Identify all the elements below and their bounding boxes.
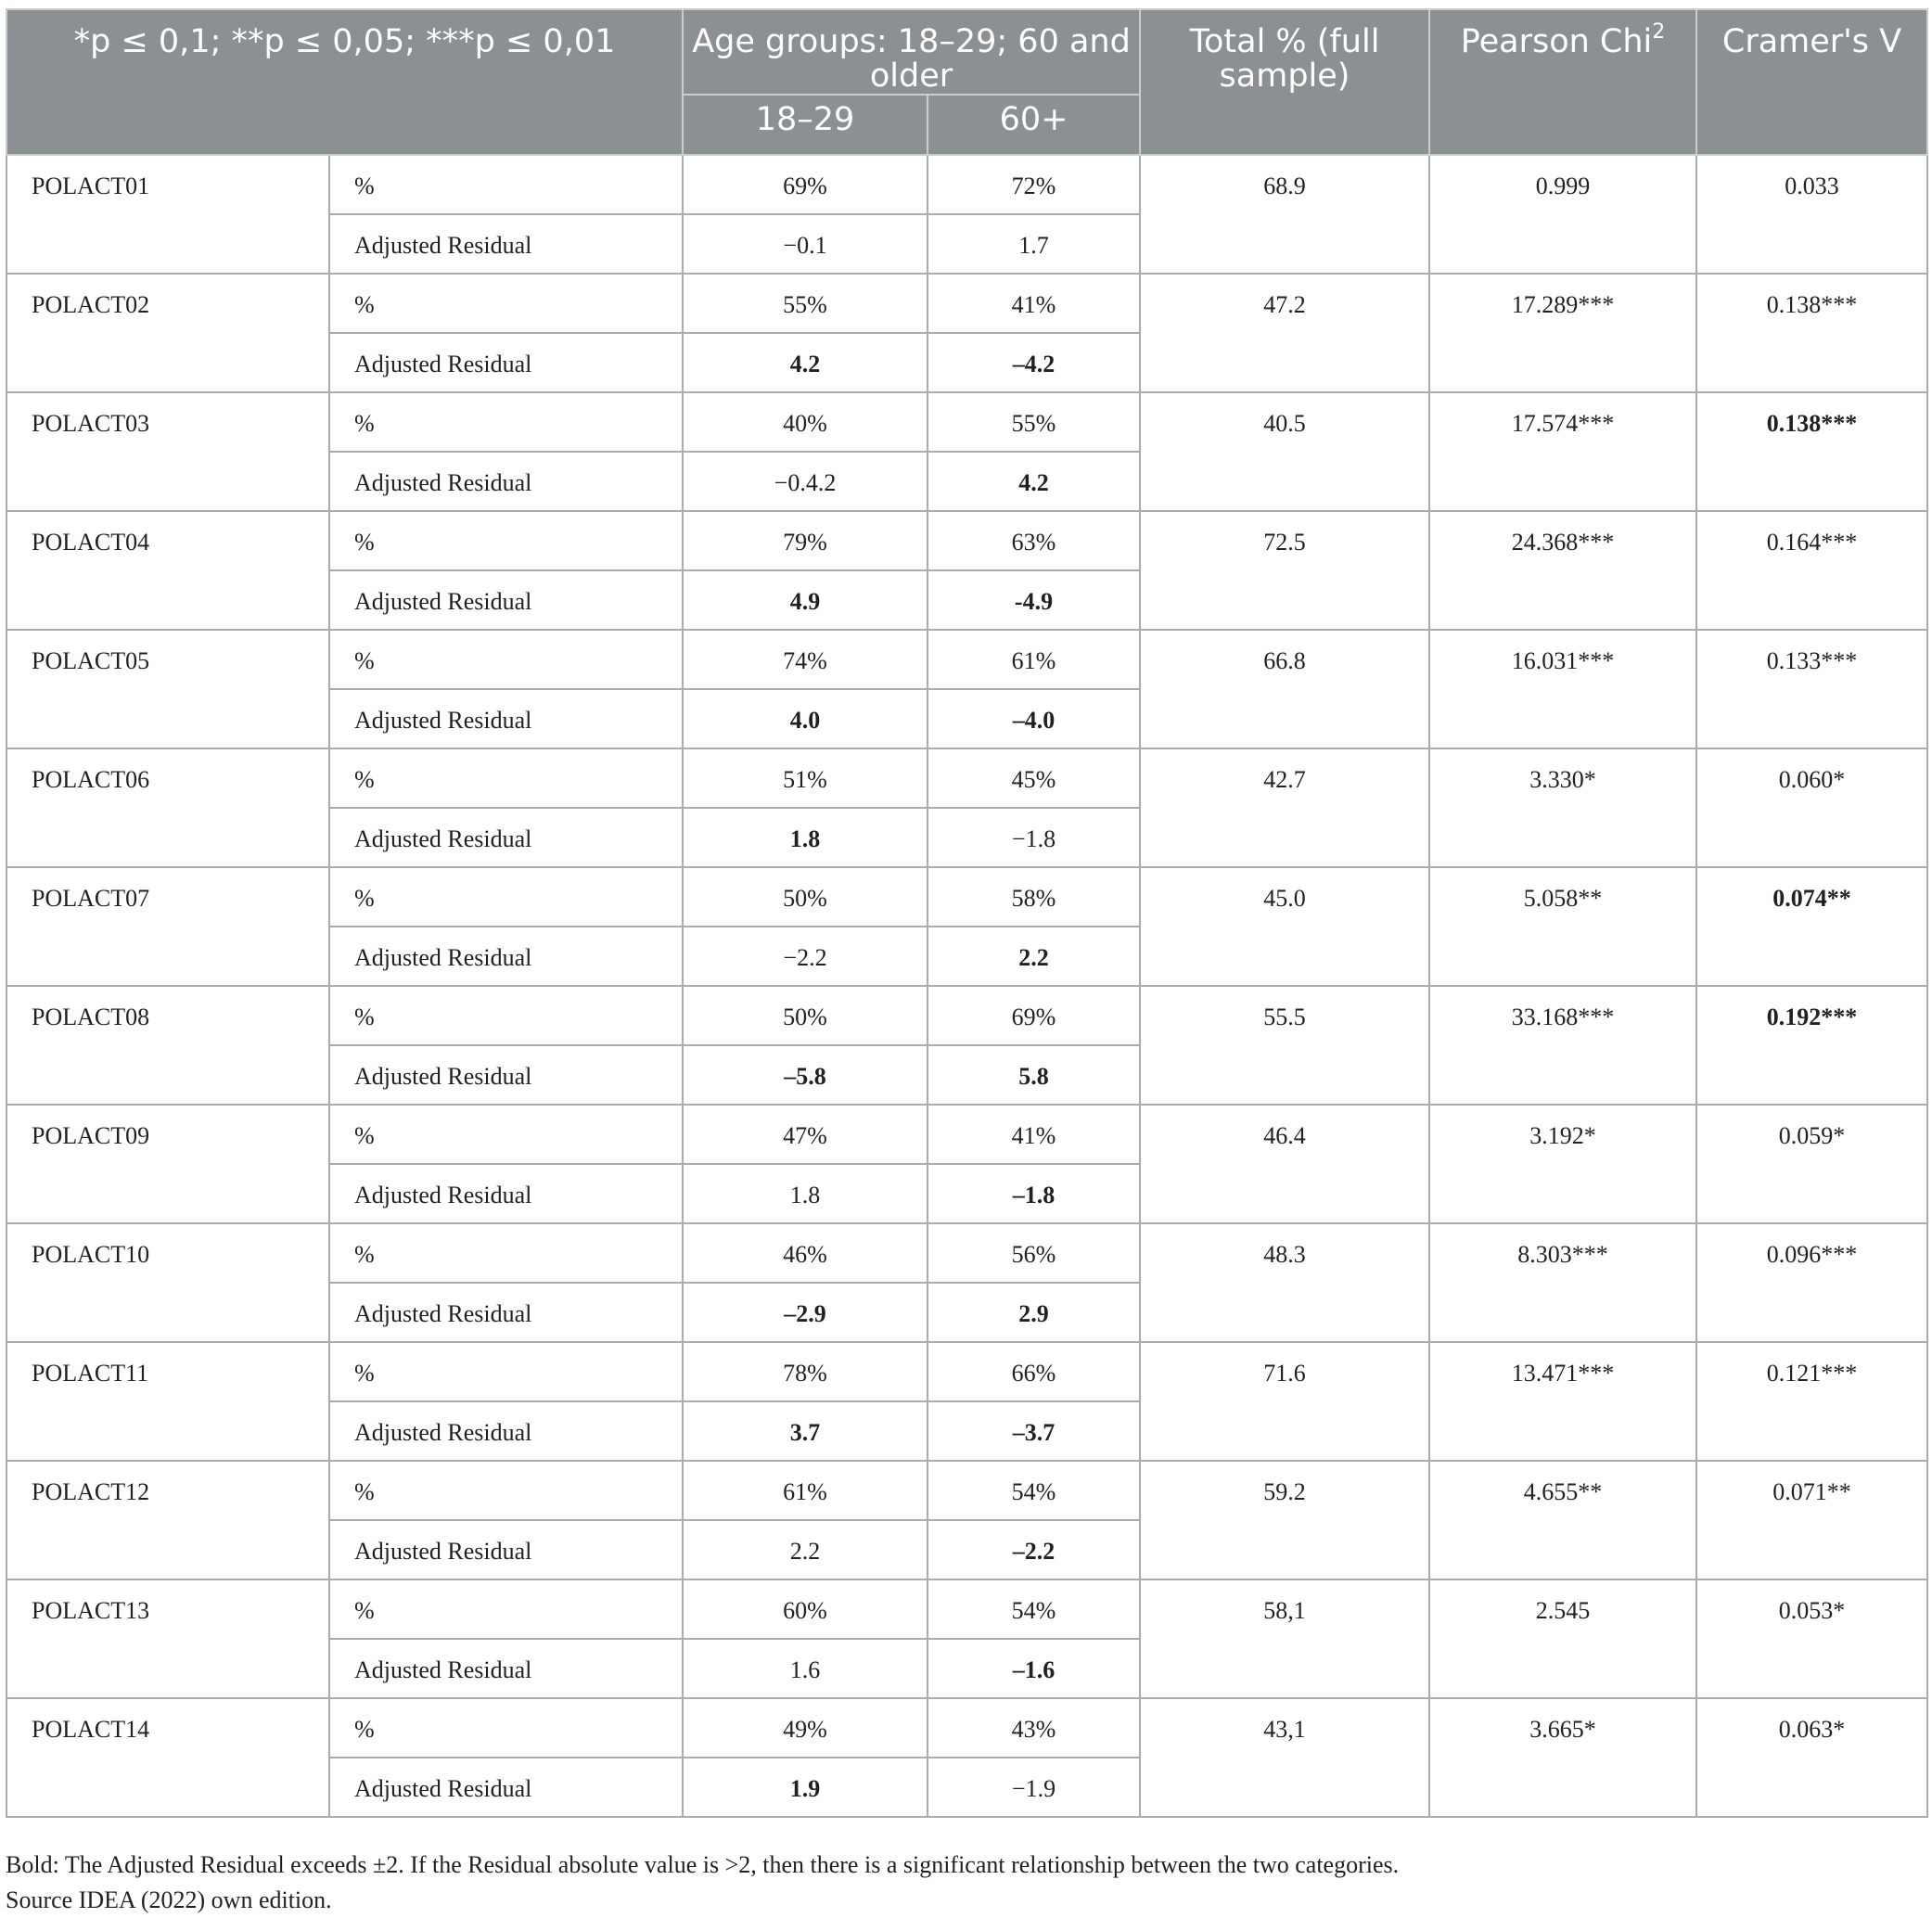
residual-60-plus: -4.9 (928, 570, 1140, 630)
pearson-chi-value: 33.168*** (1429, 986, 1696, 1105)
pct-60-plus: 41% (928, 1105, 1140, 1164)
pct-60-plus: 69% (928, 986, 1140, 1045)
variable-name: POLACT08 (6, 986, 329, 1105)
pct-60-plus: 43% (928, 1698, 1140, 1758)
age-groups-header: Age groups: 18–29; 60 and older (683, 9, 1140, 95)
cramers-v-value: 0.071** (1696, 1461, 1927, 1579)
cramers-v-value: 0.138*** (1696, 274, 1927, 392)
cramers-v-header: Cramer's V (1696, 9, 1927, 155)
residual-18-29: 4.9 (683, 570, 928, 630)
residual-60-plus: 5.8 (928, 1045, 1140, 1105)
table-row (6, 630, 1927, 689)
table-row (6, 1698, 1927, 1758)
table-header (6, 9, 1927, 155)
pct-60-plus: 45% (928, 748, 1140, 808)
pct-18-29: 55% (683, 274, 928, 333)
total-percent: 72.5 (1140, 511, 1429, 630)
total-percent: 48.3 (1140, 1223, 1429, 1342)
pct-60-plus: 72% (928, 155, 1140, 214)
chi-superscript: 2 (1652, 20, 1666, 44)
pct-18-29: 46% (683, 1223, 928, 1283)
metric-label-percent: % (329, 986, 683, 1045)
residual-18-29: 4.2 (683, 333, 928, 392)
variable-name: POLACT06 (6, 748, 329, 867)
metric-label-residual: Adjusted Residual (329, 689, 683, 748)
metric-label-residual: Adjusted Residual (329, 214, 683, 274)
table-row (6, 748, 1927, 808)
pearson-chi-value: 5.058** (1429, 867, 1696, 986)
total-percent: 55.5 (1140, 986, 1429, 1105)
variable-name: POLACT03 (6, 392, 329, 511)
metric-label-percent: % (329, 867, 683, 927)
table-body (6, 155, 1927, 1817)
residual-18-29: 4.0 (683, 689, 928, 748)
pct-60-plus: 54% (928, 1461, 1140, 1520)
variable-name: POLACT05 (6, 630, 329, 748)
metric-label-percent: % (329, 1223, 683, 1283)
cramers-v-value: 0.060* (1696, 748, 1927, 867)
residual-18-29: –5.8 (683, 1045, 928, 1105)
cramers-v-value: 0.192*** (1696, 986, 1927, 1105)
residual-18-29: 1.8 (683, 1164, 928, 1223)
metric-label-residual: Adjusted Residual (329, 1045, 683, 1105)
metric-label-percent: % (329, 511, 683, 570)
residual-18-29: 1.6 (683, 1639, 928, 1698)
metric-label-percent: % (329, 1105, 683, 1164)
pct-18-29: 79% (683, 511, 928, 570)
pearson-chi-header (1429, 9, 1696, 155)
total-percent: 46.4 (1140, 1105, 1429, 1223)
pearson-chi-value: 16.031*** (1429, 630, 1696, 748)
pct-60-plus: 58% (928, 867, 1140, 927)
total-percent: 42.7 (1140, 748, 1429, 867)
table-row (6, 1223, 1927, 1283)
variable-name: POLACT01 (6, 155, 329, 274)
pct-18-29: 78% (683, 1342, 928, 1401)
metric-label-residual: Adjusted Residual (329, 1283, 683, 1342)
residual-60-plus: 2.9 (928, 1283, 1140, 1342)
metric-label-percent: % (329, 630, 683, 689)
table-row (6, 1579, 1927, 1639)
pct-18-29: 40% (683, 392, 928, 452)
metric-label-percent: % (329, 1698, 683, 1758)
pct-18-29: 74% (683, 630, 928, 689)
residual-18-29: –2.9 (683, 1283, 928, 1342)
cramers-v-value: 0.059* (1696, 1105, 1927, 1223)
bold-note: Bold: The Adjusted Residual exceeds ±2. If the Residual absolute value is >2, then there is a significant relationship between the two categories. (6, 1851, 1400, 1878)
cramers-v-value: 0.133*** (1696, 630, 1927, 748)
pct-60-plus: 54% (928, 1579, 1140, 1639)
table-row (6, 392, 1927, 452)
cramers-v-value: 0.033 (1696, 155, 1927, 274)
residual-60-plus: –3.7 (928, 1401, 1140, 1461)
metric-label-residual: Adjusted Residual (329, 333, 683, 392)
variable-name: POLACT02 (6, 274, 329, 392)
total-percent: 68.9 (1140, 155, 1429, 274)
residual-60-plus: –4.0 (928, 689, 1140, 748)
metric-label-residual: Adjusted Residual (329, 1639, 683, 1698)
metric-label-residual: Adjusted Residual (329, 808, 683, 867)
total-percent: 59.2 (1140, 1461, 1429, 1579)
table-row (6, 1105, 1927, 1164)
variable-name: POLACT14 (6, 1698, 329, 1817)
table-row (6, 511, 1927, 570)
total-percent: 45.0 (1140, 867, 1429, 986)
variable-name: POLACT11 (6, 1342, 329, 1461)
pct-18-29: 47% (683, 1105, 928, 1164)
pct-60-plus: 55% (928, 392, 1140, 452)
total-percent: 40.5 (1140, 392, 1429, 511)
pct-18-29: 49% (683, 1698, 928, 1758)
total-percent: 66.8 (1140, 630, 1429, 748)
total-percent: 71.6 (1140, 1342, 1429, 1461)
cramers-v-value: 0.074** (1696, 867, 1927, 986)
table-row (6, 155, 1927, 214)
pearson-chi-value: 17.289*** (1429, 274, 1696, 392)
table-footer (6, 1848, 1399, 1918)
pct-18-29: 60% (683, 1579, 928, 1639)
pearson-chi-value: 2.545 (1429, 1579, 1696, 1698)
table-row (6, 1461, 1927, 1520)
table-row (6, 1342, 1927, 1401)
cramers-v-value: 0.138*** (1696, 392, 1927, 511)
pearson-chi-value: 3.665* (1429, 1698, 1696, 1817)
residual-60-plus: 2.2 (928, 927, 1140, 986)
cramers-v-value: 0.053* (1696, 1579, 1927, 1698)
metric-label-percent: % (329, 748, 683, 808)
variable-name: POLACT07 (6, 867, 329, 986)
table-container (6, 8, 1926, 1818)
metric-label-percent: % (329, 155, 683, 214)
pct-18-29: 69% (683, 155, 928, 214)
pearson-chi-value: 24.368*** (1429, 511, 1696, 630)
variable-name: POLACT12 (6, 1461, 329, 1579)
metric-label-residual: Adjusted Residual (329, 452, 683, 511)
pearson-chi-value: 3.192* (1429, 1105, 1696, 1223)
metric-label-percent: % (329, 1579, 683, 1639)
pct-18-29: 50% (683, 986, 928, 1045)
pearson-chi-value: 8.303*** (1429, 1223, 1696, 1342)
metric-label-percent: % (329, 1342, 683, 1401)
age-group-60-plus-header: 60+ (928, 95, 1140, 155)
residual-60-plus: −1.9 (928, 1758, 1140, 1817)
total-header: Total % (full sample) (1140, 9, 1429, 155)
pct-18-29: 61% (683, 1461, 928, 1520)
metric-label-residual: Adjusted Residual (329, 1164, 683, 1223)
pearson-chi-value: 4.655** (1429, 1461, 1696, 1579)
cramers-v-value: 0.063* (1696, 1698, 1927, 1817)
variable-name: POLACT09 (6, 1105, 329, 1223)
metric-label-residual: Adjusted Residual (329, 570, 683, 630)
pearson-chi-value: 3.330* (1429, 748, 1696, 867)
variable-name: POLACT10 (6, 1223, 329, 1342)
metric-label-residual: Adjusted Residual (329, 1758, 683, 1817)
metric-label-percent: % (329, 274, 683, 333)
residual-60-plus: −1.8 (928, 808, 1140, 867)
pct-18-29: 51% (683, 748, 928, 808)
metric-label-residual: Adjusted Residual (329, 1401, 683, 1461)
pearson-chi-label: Pearson Chi (1460, 23, 1653, 60)
total-percent: 43,1 (1140, 1698, 1429, 1817)
pct-60-plus: 66% (928, 1342, 1140, 1401)
residual-60-plus: 1.7 (928, 214, 1140, 274)
pearson-chi-value: 13.471*** (1429, 1342, 1696, 1461)
variable-name: POLACT13 (6, 1579, 329, 1698)
results-table (6, 8, 1928, 1818)
pearson-chi-value: 17.574*** (1429, 392, 1696, 511)
variable-name: POLACT04 (6, 511, 329, 630)
residual-60-plus: 4.2 (928, 452, 1140, 511)
source-note: Source IDEA (2022) own edition. (6, 1886, 332, 1913)
pearson-chi-value: 0.999 (1429, 155, 1696, 274)
residual-18-29: −0.1 (683, 214, 928, 274)
pct-60-plus: 63% (928, 511, 1140, 570)
pct-60-plus: 61% (928, 630, 1140, 689)
cramers-v-value: 0.121*** (1696, 1342, 1927, 1461)
pct-60-plus: 41% (928, 274, 1140, 333)
residual-18-29: 1.9 (683, 1758, 928, 1817)
metric-label-percent: % (329, 1461, 683, 1520)
residual-18-29: −2.2 (683, 927, 928, 986)
pct-18-29: 50% (683, 867, 928, 927)
metric-label-residual: Adjusted Residual (329, 1520, 683, 1579)
residual-18-29: 2.2 (683, 1520, 928, 1579)
residual-18-29: 1.8 (683, 808, 928, 867)
residual-60-plus: –4.2 (928, 333, 1140, 392)
table-row (6, 867, 1927, 927)
table-row (6, 986, 1927, 1045)
residual-60-plus: –1.8 (928, 1164, 1140, 1223)
total-percent: 58,1 (1140, 1579, 1429, 1698)
table-row (6, 274, 1927, 333)
cramers-v-value: 0.164*** (1696, 511, 1927, 630)
residual-60-plus: –2.2 (928, 1520, 1140, 1579)
pct-60-plus: 56% (928, 1223, 1140, 1283)
residual-60-plus: –1.6 (928, 1639, 1140, 1698)
metric-label-percent: % (329, 392, 683, 452)
total-percent: 47.2 (1140, 274, 1429, 392)
residual-18-29: 3.7 (683, 1401, 928, 1461)
residual-18-29: −0.4.2 (683, 452, 928, 511)
significance-note-header: *p ≤ 0,1; **p ≤ 0,05; ***p ≤ 0,01 (6, 9, 683, 155)
metric-label-residual: Adjusted Residual (329, 927, 683, 986)
age-group-18-29-header: 18–29 (683, 95, 928, 155)
cramers-v-value: 0.096*** (1696, 1223, 1927, 1342)
